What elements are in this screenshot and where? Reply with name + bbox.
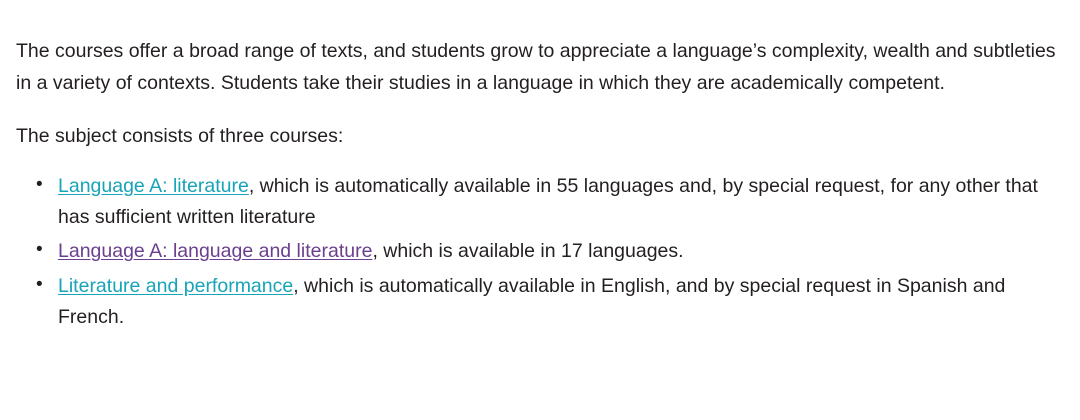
course-list: [16, 171, 1060, 333]
link-literature-and-performance[interactable]: Literature and performance: [58, 275, 294, 298]
list-item: [50, 236, 1060, 267]
list-item: [50, 271, 1060, 333]
list-item-text: , which is available in 17 languages.: [372, 240, 684, 263]
list-item-text: , which is automatically available in 55 languages and, by special request, for any other that has sufficient written literature: [58, 174, 1038, 228]
link-language-a-literature[interactable]: Language A: literature: [58, 174, 249, 197]
list-item-text: , which is automatically available in English, and by special request in Spanish and French.: [58, 275, 1006, 328]
intro-paragraph: The courses offer a broad range of texts, and students grow to appreciate a language’s complexity, wealth and subtleties in a variety of contexts. Students take their studies in a language in which they are academically competent.: [16, 40, 1056, 94]
list-item: [50, 171, 1060, 233]
subject-paragraph: The subject consists of three courses:: [16, 125, 344, 148]
link-language-a-language-and-literature[interactable]: Language A: language and literature: [58, 240, 373, 263]
